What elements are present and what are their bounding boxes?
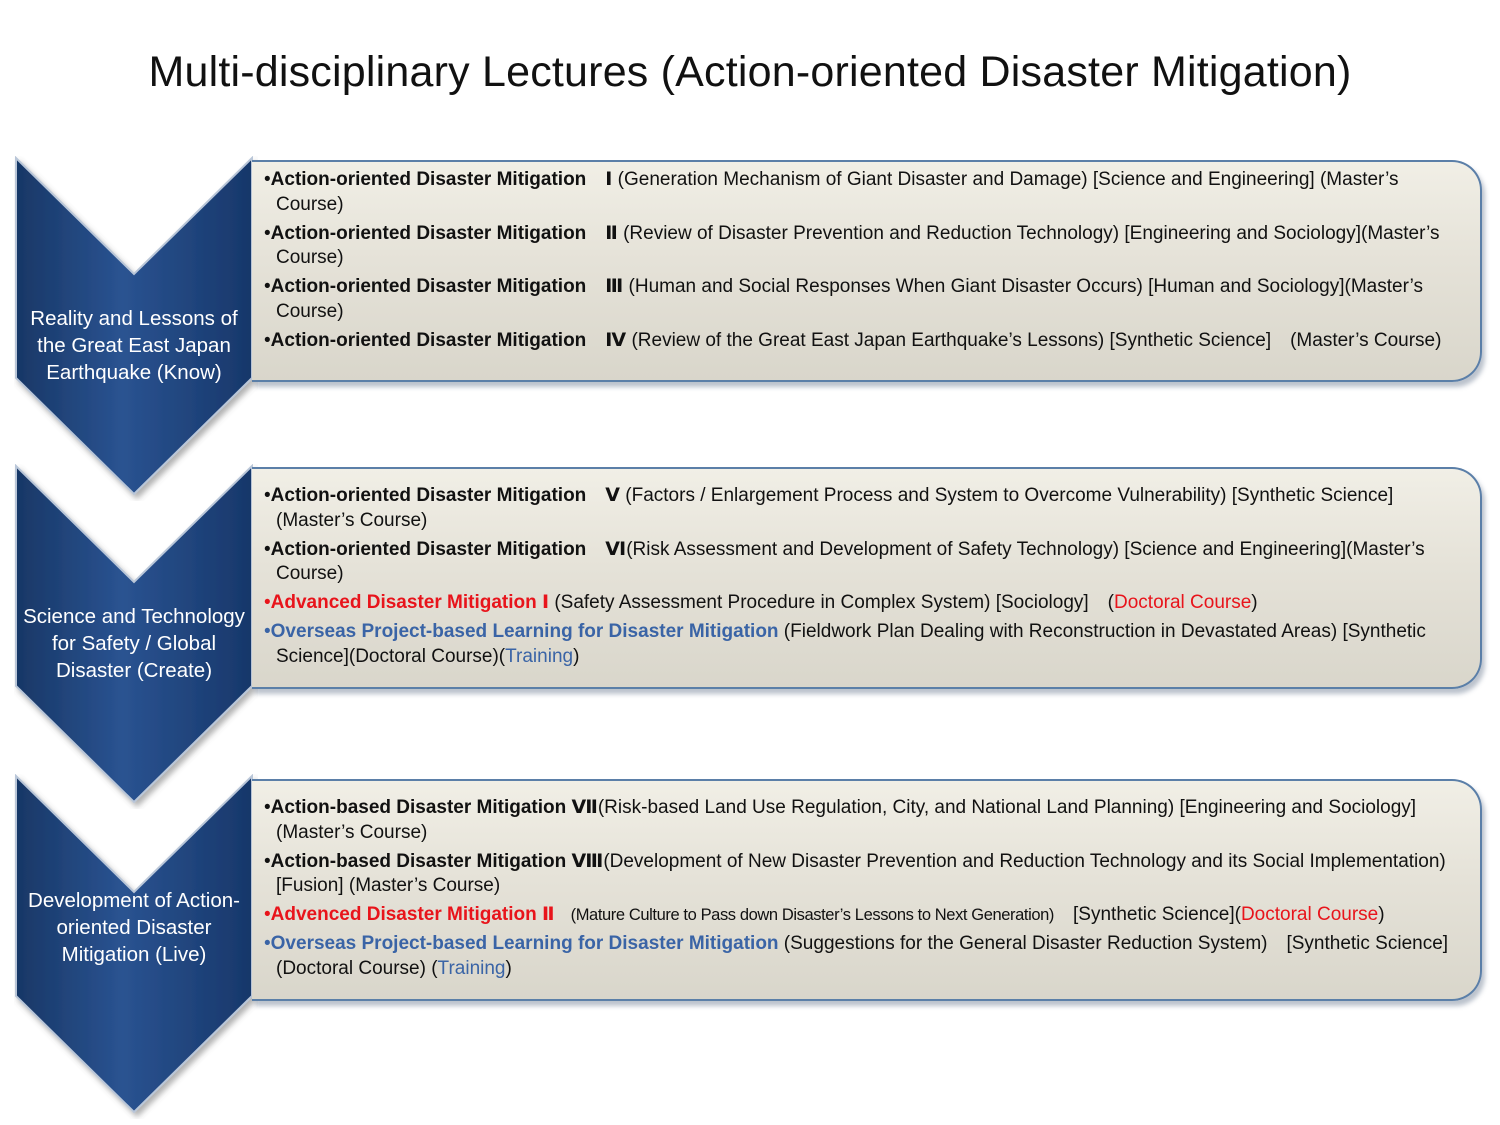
- page-title: Multi-disciplinary Lectures (Action-oriented Disaster Mitigation): [148, 48, 1352, 96]
- course-level: Doctoral Course: [1240, 904, 1379, 925]
- course-desc: (Human and Social Responses When Giant Disaster Occurs) [Human and Sociology](Master’s Course): [276, 276, 1424, 322]
- course-desc: (Review of Disaster Prevention and Reduction Technology) [Engineering and Sociology](Master’s Course): [276, 222, 1440, 268]
- stage-1-label: Reality and Lessons of the Great East Japan Earthquake (Know): [30, 307, 238, 384]
- course-desc: (Development of New Disaster Prevention and Reduction Technology and its Social Implementation)[Fusion] (Master’s Course): [276, 850, 1446, 896]
- course-name: Action-oriented Disaster Mitigation Ⅳ: [270, 329, 627, 351]
- course-desc: (Risk Assessment and Development of Safety Technology) [Science and Engineering](Master’s Course): [276, 538, 1425, 584]
- course-item: •Advanced Disaster Mitigation Ⅰ (Safety Assessment Procedure in Complex System) [Sociology] (Doctoral Course): [264, 592, 1258, 613]
- course-name: Overseas Project-based Learning for Disaster Mitigation: [270, 621, 779, 642]
- course-desc: (Generation Mechanism of Giant Disaster and Damage) [Science and Engineering] (Master’s Course): [276, 169, 1399, 215]
- course-item: •Action-based Disaster Mitigation Ⅶ(Risk-based Land Use Regulation, City, and National Land Planning) [Engineering and Sociology](Master’s Course): [264, 797, 1417, 843]
- course-desc: (Safety Assessment Procedure in Complex System) [Sociology] (: [549, 592, 1114, 613]
- course-item: •Overseas Project-based Learning for Disaster Mitigation (Suggestions for the General Disaster Reduction System) [Synthetic Science] (Doctoral Course) (Training): [264, 933, 1449, 979]
- course-name: Action-oriented Disaster Mitigation Ⅲ: [270, 276, 624, 297]
- course-item: •Action-oriented Disaster Mitigation Ⅳ (Review of the Great East Japan Earthquake’s Lessons) [Synthetic Science] (Master’s Course): [264, 329, 1442, 351]
- course-name: Action-oriented Disaster Mitigation Ⅵ: [270, 538, 627, 560]
- course-item: •Action-oriented Disaster Mitigation Ⅴ (Factors / Enlargement Process and System to Overcome Vulnerability) [Synthetic Science](Master’s Course): [264, 485, 1394, 531]
- course-name: Action-based Disaster Mitigation Ⅶ: [270, 797, 598, 818]
- stage-2-course-list: [264, 484, 1464, 674]
- course-name: Action-oriented Disaster Mitigation Ⅰ: [270, 169, 613, 190]
- course-desc: (Review of the Great East Japan Earthquake’s Lessons) [Synthetic Science] (Master’s Course): [626, 329, 1442, 351]
- course-item: •Action-based Disaster Mitigation Ⅷ(Development of New Disaster Prevention and Reduction Technology and its Social Implementation)[Fusion] (Master’s Course): [264, 850, 1446, 896]
- stage-2-label: Science and Technology for Safety / Global Disaster (Create): [23, 605, 245, 682]
- course-desc: [Synthetic Science](: [1054, 904, 1241, 925]
- course-name: Action-oriented Disaster Mitigation Ⅱ: [270, 222, 618, 244]
- course-name: Overseas Project-based Learning for Disaster Mitigation: [270, 933, 779, 954]
- course-item: •Advenced Disaster Mitigation Ⅱ (Mature Culture to Pass down Disaster’s Lessons to Next Generation) [Synthetic Science](Doctoral Course): [264, 904, 1385, 925]
- stage-3-course-list: [264, 796, 1464, 986]
- course-item: •Action-oriented Disaster Mitigation Ⅵ(Risk Assessment and Development of Safety Technology) [Science and Engineering](Master’s Course): [264, 538, 1425, 584]
- course-item: •Action-oriented Disaster Mitigation Ⅲ (Human and Social Responses When Giant Disaster Occurs) [Human and Sociology](Master’s Course): [264, 276, 1424, 322]
- course-type: Training: [437, 957, 506, 979]
- stage-3-label: Development of Action-oriented Disaster Mitigation (Live): [28, 889, 240, 966]
- course-item: •Overseas Project-based Learning for Disaster Mitigation (Fieldwork Plan Dealing with Reconstruction in Devastated Areas) [Synthetic Science](Doctoral Course)(Training): [264, 621, 1426, 667]
- course-desc: (Fieldwork Plan Dealing with Reconstruction in Devastated Areas) [Synthetic Science](Doctoral Course)(: [276, 621, 1426, 667]
- course-item: •Action-oriented Disaster Mitigation Ⅰ (Generation Mechanism of Giant Disaster and Damage) [Science and Engineering] (Master’s Course): [264, 169, 1399, 215]
- course-name: Advanced Disaster Mitigation Ⅰ: [270, 592, 550, 613]
- course-type: Training: [505, 645, 574, 667]
- course-desc: (Risk-based Land Use Regulation, City, and National Land Planning) [Engineering and Sociology](Master’s Course): [276, 797, 1417, 843]
- course-item: •Action-oriented Disaster Mitigation Ⅱ (Review of Disaster Prevention and Reduction Technology) [Engineering and Sociology](Master’s Course): [264, 222, 1440, 268]
- course-level: Doctoral Course: [1114, 592, 1252, 613]
- course-name: Advenced Disaster Mitigation Ⅱ: [270, 904, 555, 925]
- course-name: Action-oriented Disaster Mitigation Ⅴ: [270, 485, 620, 506]
- stage-1-course-box: [252, 160, 1482, 382]
- stage-1-course-list: [264, 168, 1464, 358]
- stage-2-course-box: [252, 467, 1482, 689]
- course-desc: (Factors / Enlargement Process and System to Overcome Vulnerability) [Synthetic Science](Master’s Course): [276, 485, 1394, 531]
- course-desc-small: (Mature Culture to Pass down Disaster’s Lessons to Next Generation): [554, 906, 1055, 924]
- stage-3-course-box: [252, 779, 1482, 1001]
- course-desc: (Suggestions for the General Disaster Reduction System) [Synthetic Science] (Doctoral Course) (: [276, 933, 1449, 979]
- course-name: Action-based Disaster Mitigation Ⅷ: [270, 850, 604, 872]
